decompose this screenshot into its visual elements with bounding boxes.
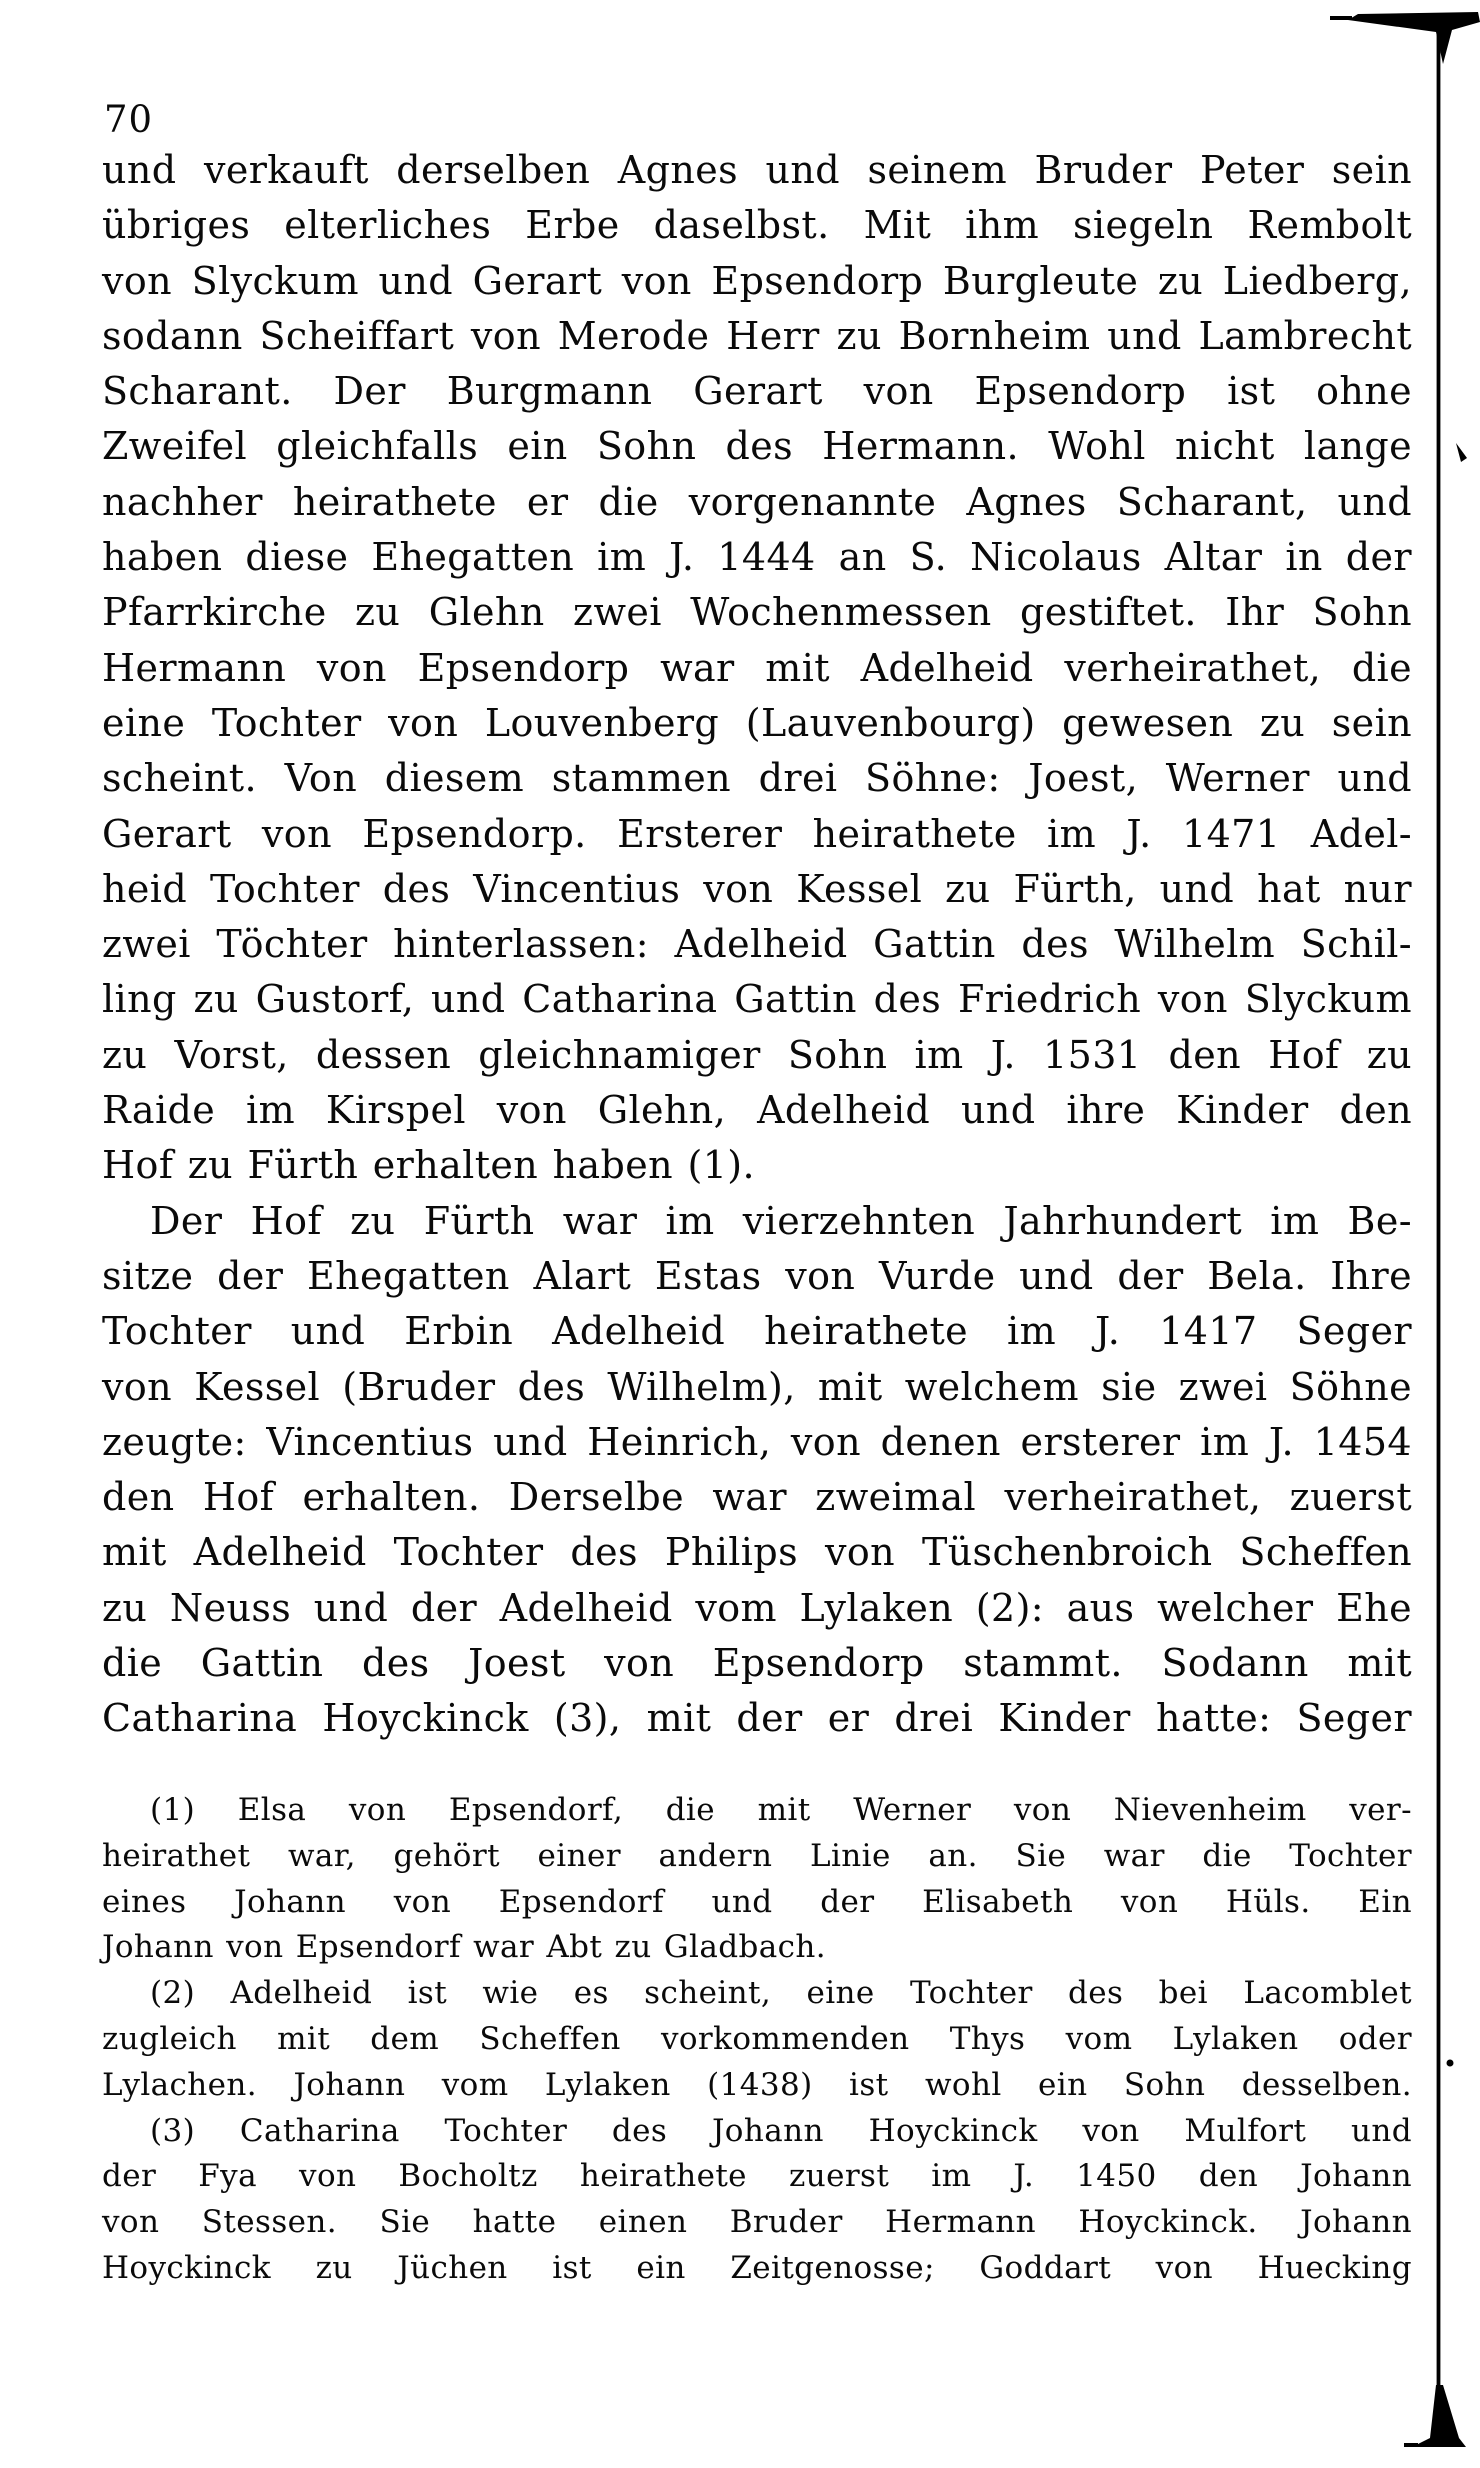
text-line: Raide im Kirspel von Glehn, Adelheid und ihre Kinder den — [102, 1088, 1412, 1133]
text-line: den Hof erhalten. Derselbe war zweimal verheirathet, zuerst — [102, 1475, 1412, 1520]
text-line: von Kessel (Bruder des Wilhelm), mit welchem sie zwei Söhne — [102, 1364, 1412, 1409]
text-line: Der Hof zu Fürth war im vierzehnten Jahrhundert im Be- — [150, 1198, 1412, 1243]
text-line: zeugte: Vincentius und Heinrich, von denen ersterer im J. 1454 — [102, 1419, 1412, 1464]
text-line: Hoyckinck zu Jüchen ist ein Zeitgenosse; Goddart von Huecking — [102, 2249, 1412, 2286]
text-line: zwei Töchter hinterlassen: Adelheid Gattin des Wilhelm Schil- — [102, 922, 1412, 967]
text-line: eine Tochter von Louvenberg (Lauvenbourg) gewesen zu sein — [102, 700, 1412, 745]
text-line: Zweifel gleichfalls ein Sohn des Hermann. Wohl nicht lange — [102, 424, 1412, 469]
scan-speck-dot — [1447, 2060, 1454, 2067]
scan-artifact-top-dash — [1330, 16, 1352, 20]
text-line: Catharina Hoyckinck (3), mit der er drei Kinder hatte: Seger — [102, 1696, 1412, 1741]
text-line: (3) Catharina Tochter des Johann Hoyckinck von Mulfort und — [150, 2112, 1412, 2149]
text-line: zu Neuss und der Adelheid vom Lylaken (2): aus welcher Ehe — [102, 1585, 1412, 1630]
text-line: (2) Adelheid ist wie es scheint, eine Tochter des bei Lacomblet — [150, 1975, 1412, 2012]
text-line: Gerart von Epsendorp. Ersterer heirathete im J. 1471 Adel- — [102, 811, 1412, 856]
text-line: ling zu Gustorf, und Catharina Gattin des Friedrich von Slyckum — [102, 977, 1412, 1022]
text-line: der Fya von Bocholtz heirathete zuerst im J. 1450 den Johann — [102, 2158, 1412, 2195]
text-line: Hof zu Fürth erhalten haben (1). — [102, 1143, 756, 1188]
text-line: von Slyckum und Gerart von Epsendorp Burgleute zu Liedberg, — [102, 258, 1412, 303]
page-number: 70 — [104, 98, 154, 141]
text-line: (1) Elsa von Epsendorf, die mit Werner von Nievenheim ver- — [150, 1792, 1412, 1828]
text-line: die Gattin des Joest von Epsendorp stammt. Sodann mit — [102, 1641, 1412, 1686]
scan-speck-comma — [1456, 443, 1467, 462]
text-line: Tochter und Erbin Adelheid heirathete im J. 1417 Seger — [102, 1309, 1412, 1354]
text-line: nachher heirathete er die vorgenannte Agnes Scharant, und — [102, 479, 1412, 524]
text-line: mit Adelheid Tochter des Philips von Tüschenbroich Scheffen — [102, 1530, 1412, 1575]
text-line: haben diese Ehegatten im J. 1444 an S. Nicolaus Altar in der — [102, 535, 1412, 580]
text-line: heirathet war, gehört einer andern Linie an. Sie war die Tochter — [102, 1837, 1412, 1874]
scan-artifact-top-smear — [1348, 12, 1480, 64]
text-line: heid Tochter des Vincentius von Kessel zu Fürth, und hat nur — [102, 866, 1412, 911]
text-line: und verkauft derselben Agnes und seinem Bruder Peter sein — [102, 148, 1412, 192]
footnotes-block — [102, 1788, 1412, 2292]
text-line: zugleich mit dem Scheffen vorkommenden Thys vom Lylaken oder — [102, 2020, 1412, 2057]
text-line: Johann von Epsendorf war Abt zu Gladbach. — [102, 1929, 826, 1966]
text-line: von Stessen. Sie hatte einen Bruder Hermann Hoyckinck. Johann — [102, 2204, 1412, 2241]
text-line: Scharant. Der Burgmann Gerart von Epsendorp ist ohne — [102, 369, 1412, 414]
text-line: Lylachen. Johann vom Lylaken (1438) ist wohl ein Sohn desselben. — [102, 2066, 1412, 2103]
text-line: übriges elterliches Erbe daselbst. Mit ihm siegeln Rembolt — [102, 203, 1412, 248]
text-line: Pfarrkirche zu Glehn zwei Wochenmessen gestiftet. Ihr Sohn — [102, 590, 1412, 635]
text-line: sodann Scheiffart von Merode Herr zu Bornheim und Lambrecht — [102, 313, 1412, 358]
text-line: scheint. Von diesem stammen drei Söhne: Joest, Werner und — [102, 756, 1412, 801]
scan-artifact-bottom-dash — [1404, 2443, 1418, 2447]
text-line: eines Johann von Epsendorf und der Elisabeth von Hüls. Ein — [102, 1883, 1412, 1920]
text-line: Hermann von Epsendorp war mit Adelheid verheirathet, die — [102, 645, 1412, 690]
text-line: sitze der Ehegatten Alart Estas von Vurde und der Bela. Ihre — [102, 1253, 1412, 1298]
main-text-block — [102, 143, 1412, 1747]
scan-artifact-bottom-smear — [1412, 2385, 1466, 2447]
scan-artifact-right-rule — [1437, 30, 1441, 2400]
text-line: zu Vorst, dessen gleichnamiger Sohn im J. 1531 den Hof zu — [102, 1032, 1412, 1077]
